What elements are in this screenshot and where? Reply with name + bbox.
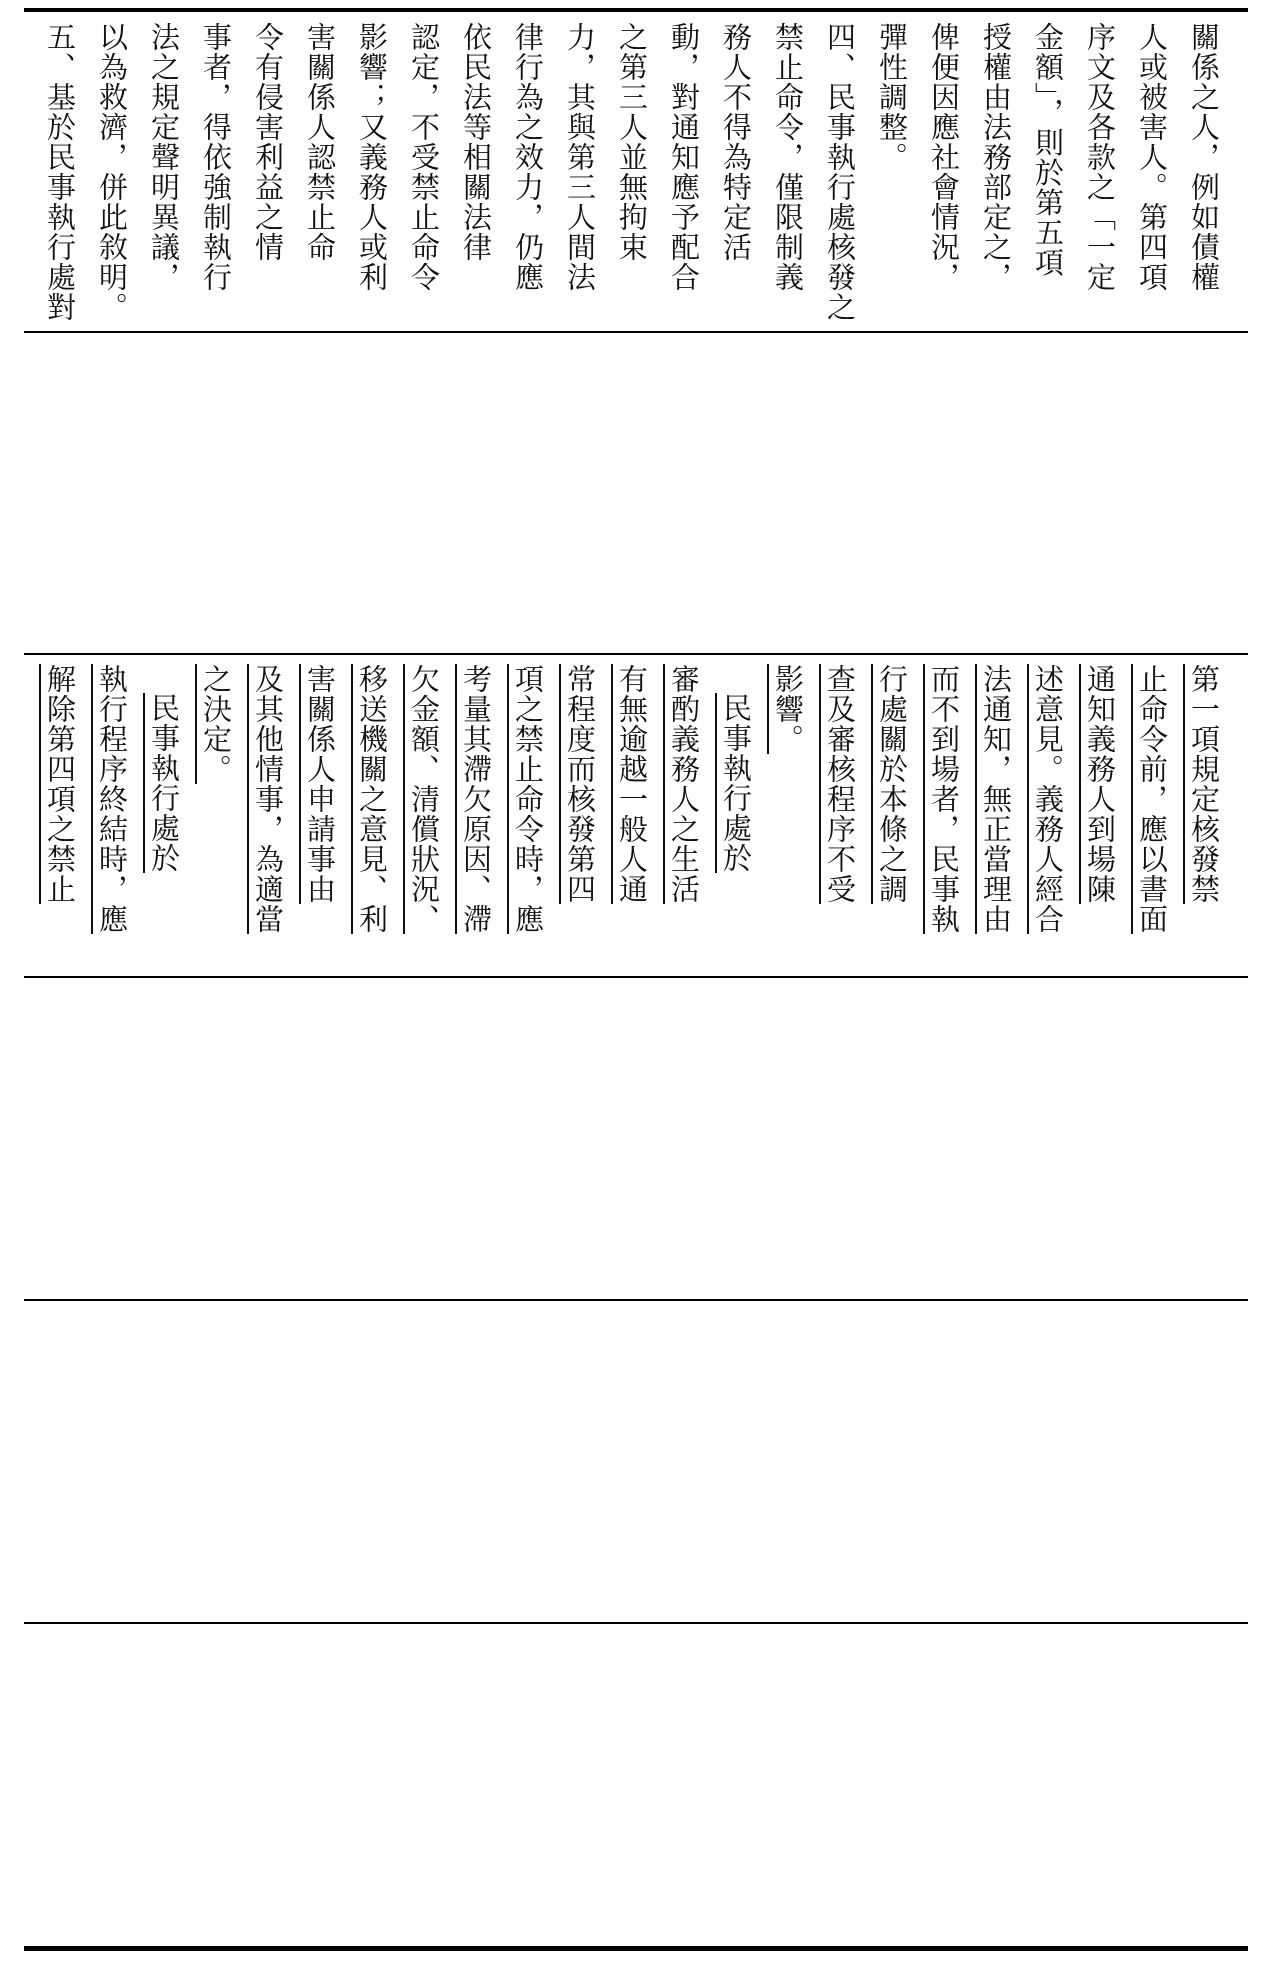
text-column: 通知義務人到場陳 [1083, 664, 1117, 904]
amended-text-panel [24, 654, 1248, 976]
text-column: 序文及各款之「一定 [1083, 22, 1117, 292]
text-column: 而不到場者，民事執 [927, 664, 961, 934]
text-column: 考量其滯欠原因、滯 [459, 664, 493, 934]
text-column: 律行為之效力，仍應 [511, 22, 545, 292]
row-divider [24, 976, 1248, 978]
text-column: 第一項規定核發禁 [1187, 664, 1221, 904]
text-column: 常程度而核發第四 [563, 664, 597, 904]
text-column: 止命令前，應以書面 [1135, 664, 1169, 934]
text-column: 影響；又義務人或利 [355, 22, 389, 292]
text-column: 法之規定聲明異議， [147, 22, 181, 292]
text-column: 執行程序終結時，應 [95, 664, 129, 934]
row-divider [24, 1299, 1248, 1301]
text-column: 項之禁止命令時，應 [511, 664, 545, 934]
text-column: 以為救濟，併此敘明。 [95, 22, 129, 322]
text-column: 之第三人並無拘束 [615, 22, 649, 262]
text-column: 人或被害人。第四項 [1135, 22, 1169, 292]
row-divider [24, 1622, 1248, 1624]
text-column: 四、民事執行處核發之 [823, 22, 857, 322]
text-column: 動，對通知應予配合 [667, 22, 701, 292]
text-column: 查及審核程序不受 [823, 664, 857, 904]
text-column: 有無逾越一般人通 [615, 664, 649, 904]
text-column: 移送機關之意見、利 [355, 664, 389, 934]
text-column: 認定，不受禁止命令 [407, 22, 441, 292]
text-column: 行處關於本條之調 [875, 664, 909, 904]
text-column: 法通知，無正當理由 [979, 664, 1013, 934]
text-column: 依民法等相關法律 [459, 22, 493, 262]
text-column: 之決定。 [199, 664, 233, 784]
text-column: 令有侵害利益之情 [251, 22, 285, 262]
text-column: 及其他情事，為適當 [251, 664, 285, 934]
text-column: 事者，得依強制執行 [199, 22, 233, 292]
text-column: 解除第四項之禁止 [43, 664, 77, 904]
text-column: 五、基於民事執行處對 [43, 22, 77, 322]
text-column: 欠金額、清償狀況、 [407, 664, 441, 934]
bottom-border [24, 1946, 1248, 1951]
text-column: 關係之人，例如債權 [1187, 22, 1221, 292]
text-column: 彈性調整。 [875, 22, 909, 172]
text-column: 務人不得為特定活 [719, 22, 753, 262]
text-column: 害關係人申請事由 [303, 664, 337, 904]
text-column: 影響。 [771, 664, 805, 754]
row-divider [24, 331, 1248, 333]
text-column: 授權由法務部定之， [979, 22, 1013, 292]
text-column: 民事執行處於 [719, 693, 753, 873]
text-column: 述意見。義務人經合 [1031, 664, 1065, 934]
legislative-note-panel [24, 12, 1248, 330]
text-column: 害關係人認禁止命 [303, 22, 337, 262]
text-column: 民事執行處於 [147, 693, 181, 873]
text-column: 審酌義務人之生活 [667, 664, 701, 904]
text-column: 金額」，則於第五項 [1031, 22, 1065, 278]
text-column: 俾便因應社會情況， [927, 22, 961, 292]
text-column: 力，其與第三人間法 [563, 22, 597, 292]
text-column: 禁止命令，僅限制義 [771, 22, 805, 292]
